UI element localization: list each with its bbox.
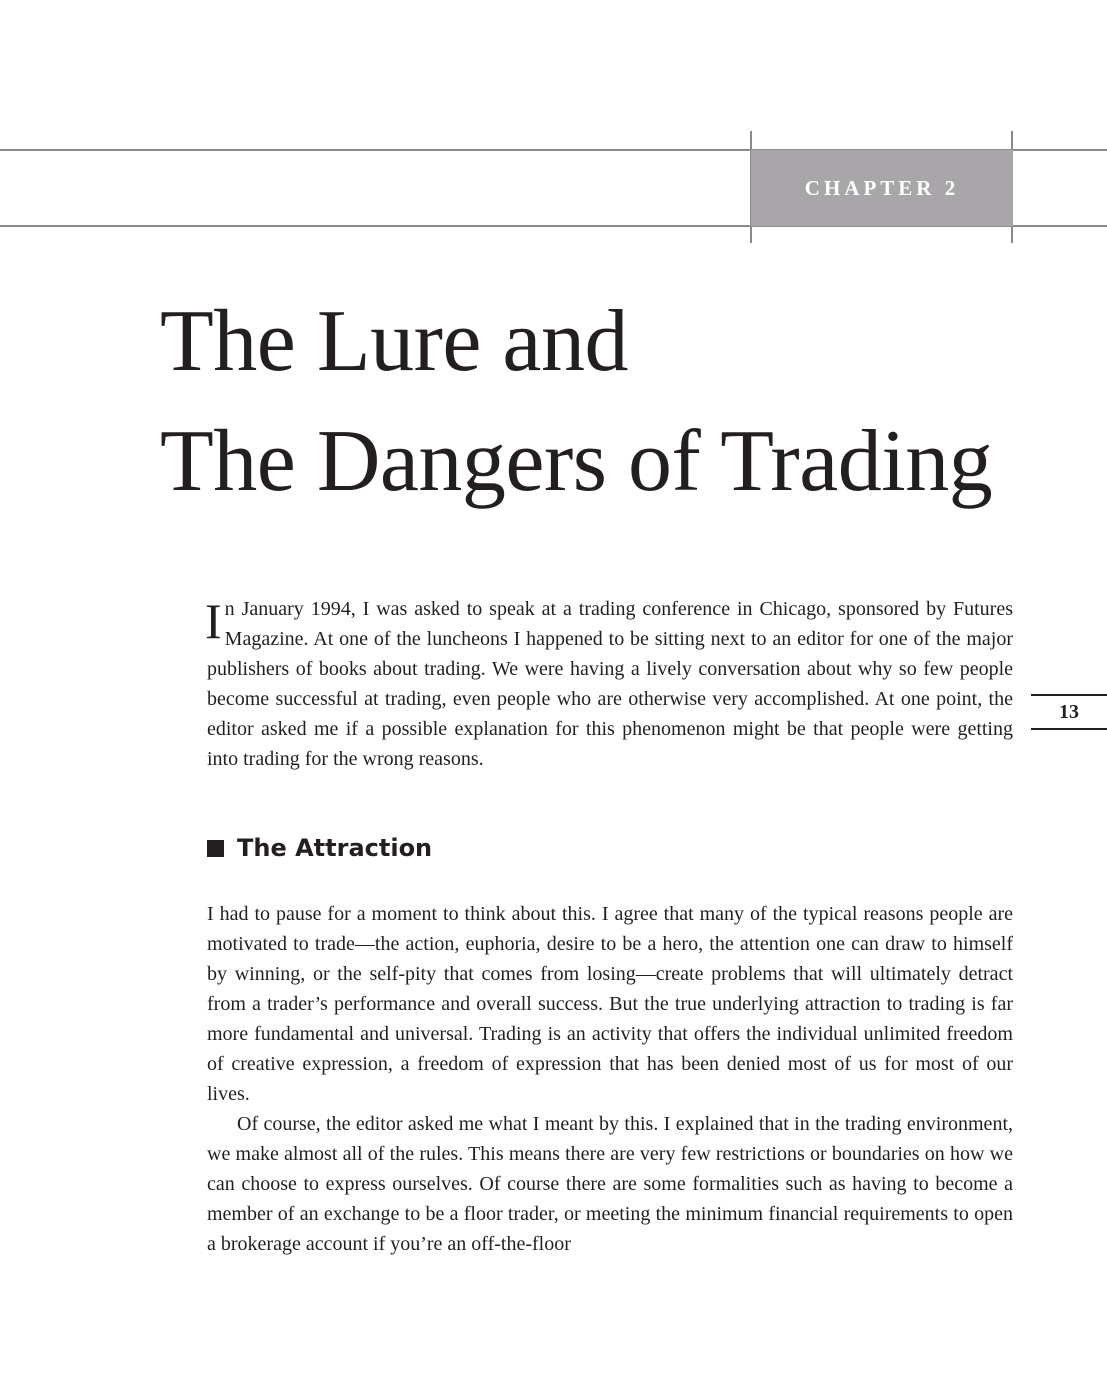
section-heading <box>207 834 432 862</box>
square-bullet-icon <box>207 840 224 857</box>
page-number: 13 <box>1031 694 1107 730</box>
chapter-box <box>751 150 1013 226</box>
intro-text: n January 1994, I was asked to speak at a trading conference in Chicago, sponsored by Futures Magazine. At one of the luncheons I happened to be sitting next to an editor for one of the major publishers of books about trading. We were having a lively conversation about why so few people become successful at trading, even people who are otherwise very accomplished. At one point, the editor asked me if a possible explanation for this phenomenon might be that people were getting into trading for the wrong reasons. <box>207 598 1013 770</box>
chapter-label: CHAPTER 2 <box>804 175 960 200</box>
chapter-title-line1: The Lure and <box>160 293 628 390</box>
section-heading-text: The Attraction <box>237 834 433 862</box>
body-paragraph: I had to pause for a moment to think about this. I agree that many of the typical reasons people are motivated to trade—the action, euphoria, desire to be a hero, the attention one can draw to himself by winning, or the self-pity that comes from losing—create problems that will ultimately detract from a trader’s performance and overall success. But the true underlying attraction to trading is far more fundamental and universal. Trading is an activity that offers the individual unlimited freedom of creative expression, a freedom of expression that has been denied most of us for most of our lives. <box>207 903 1013 1105</box>
drop-cap: I <box>205 593 222 649</box>
intro-paragraph <box>207 594 1013 774</box>
chapter-title <box>160 282 1040 522</box>
body-paragraph: Of course, the editor asked me what I meant by this. I explained that in the trading environment, we make almost all of the rules. This means there are very few restrictions or boundaries on how we can choose to express ourselves. Of course there are some formalities such as having to become a member of an exchange to be a floor trader, or meeting the minimum financial requirements to open a brokerage account if you’re an off-the-floor <box>207 1113 1013 1255</box>
chapter-title-line2: The Dangers of Trading <box>160 413 993 510</box>
